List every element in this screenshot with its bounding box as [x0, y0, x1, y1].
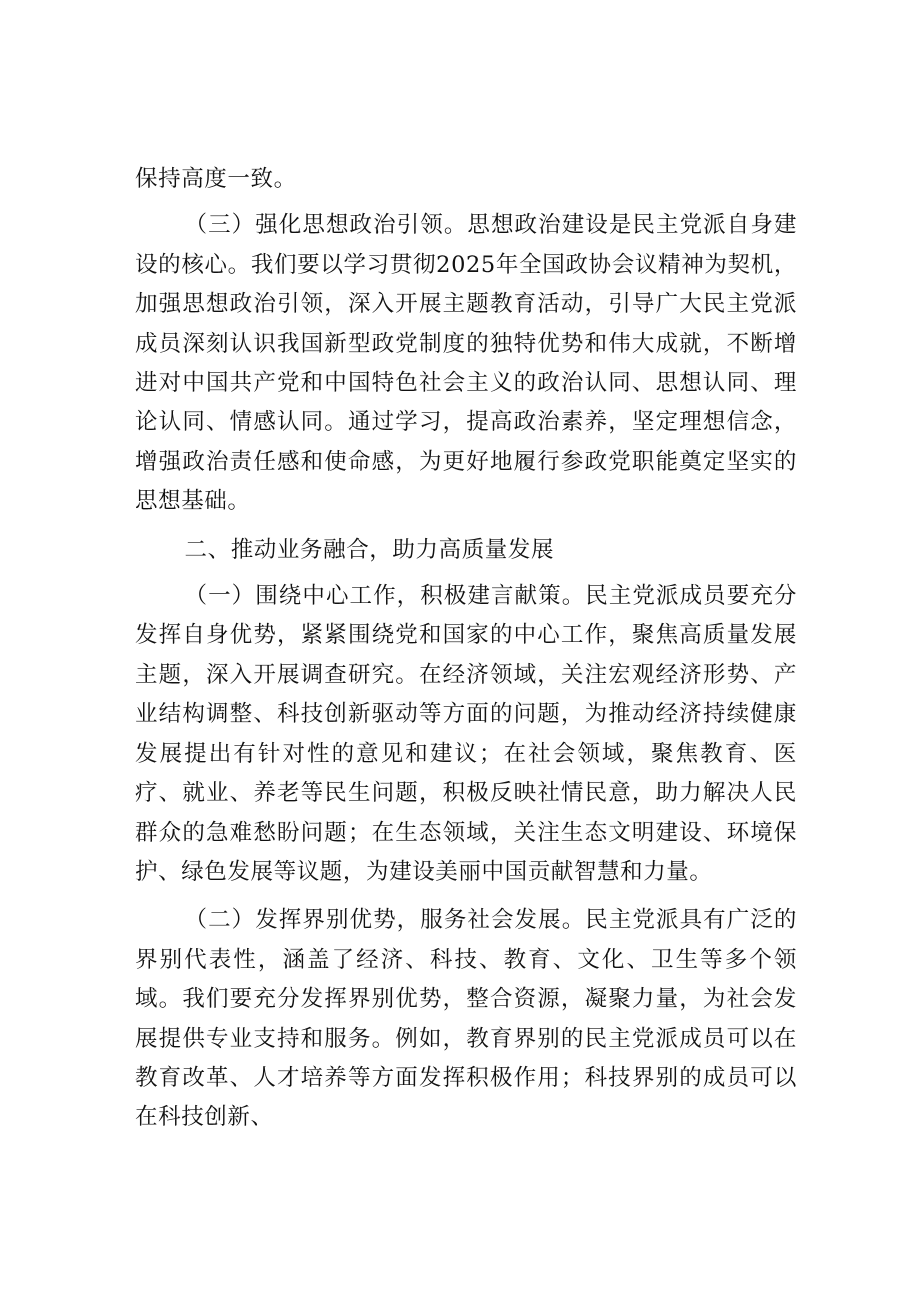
- paragraph-continuation: 保持高度一致。: [135, 166, 297, 192]
- paragraph-section-2-1: （一）围绕中心工作，积极建言献策。民主党派成员要充分发挥自身优势，紧紧围绕党和国家的中心工作，聚焦高质量发展主题，深入开展调查研究。在经济领域，关注宏观经济形势、产业结构调整、科技创新驱动等方面的问题，为推动经济持续健康发展提出有针对性的意见和建议；在社会领域，聚焦教育、医疗、就业、养老等民生问题，积极反映社情民意，助力解决人民群众的急难愁盼问题；在生态领域，关注生态文明建设、环境保护、绿色发展等议题，为建设美丽中国贡献智慧和力量。: [135, 583, 797, 885]
- paragraph-section-3: （三）强化思想政治引领。思想政治建设是民主党派自身建设的核心。我们要以学习贯彻2025年全国政协会议精神为契机，加强思想政治引领，深入开展主题教育活动，引导广大民主党派成员深刻认识我国新型政党制度的独特优势和伟大成就，不断增进对中国共产党和中国特色社会主义的政治认同、思想认同、理论认同、情感认同。通过学习，提高政治素养，坚定理想信念，增强政治责任感和使命感，为更好地履行参政党职能奠定坚实的思想基础。: [135, 212, 797, 515]
- paragraph-section-2-2: （二）发挥界别优势，服务社会发展。民主党派具有广泛的界别代表性，涵盖了经济、科技、教育、文化、卫生等多个领域。我们要充分发挥界别优势，整合资源，凝聚力量，为社会发展提供专业支持和服务。例如，教育界别的民主党派成员可以在教育改革、人才培养等方面发挥积极作用；科技界别的成员可以在科技创新、: [135, 907, 797, 1131]
- section-heading-2: 二、推动业务融合，助力高质量发展: [184, 536, 555, 563]
- document-body: [135, 160, 797, 1138]
